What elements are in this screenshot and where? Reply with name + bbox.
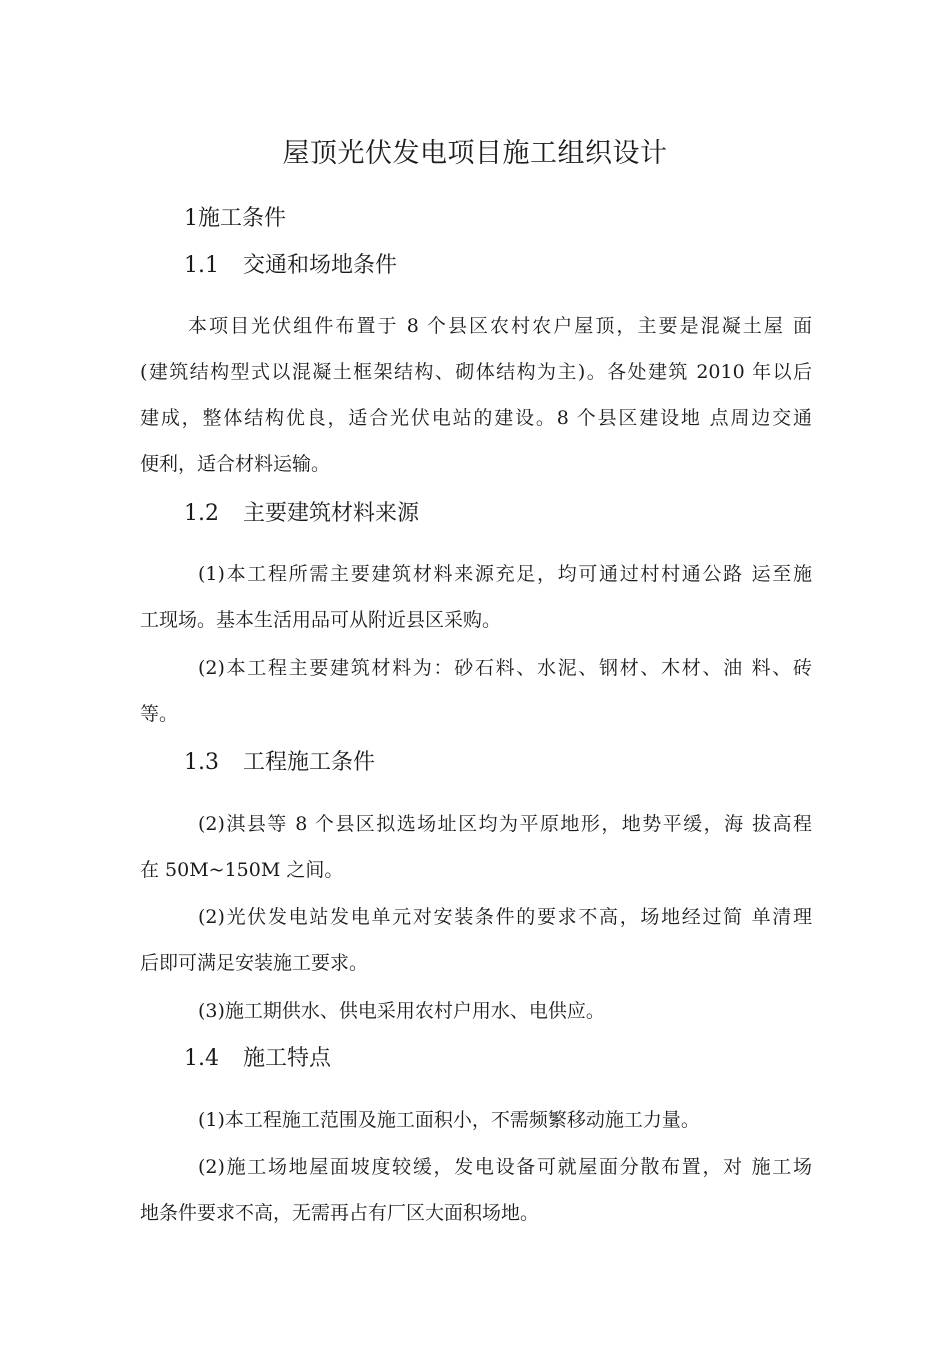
paragraph-line: (2)本工程主要建筑材料为：砂石料、水泥、钢材、木材、油 料、砖 — [198, 657, 812, 679]
paragraph-material-source-2 — [140, 645, 812, 737]
subsection-number: 1.1 — [184, 253, 219, 278]
subsection-number: 1.2 — [184, 501, 219, 526]
paragraph-construction-conditions-3 — [140, 988, 812, 1034]
paragraph-line: 在 50M~150M 之间。 — [140, 859, 344, 881]
paragraph-traffic-site — [140, 303, 812, 487]
paragraph-material-source-1 — [140, 551, 812, 643]
paragraph-line: (2)光伏发电站发电单元对安装条件的要求不高，场地经过简 单清理 — [198, 906, 812, 928]
paragraph-line: (1)本工程所需主要建筑材料来源充足，均可通过村村通公路 运至施 — [198, 563, 812, 585]
paragraph-construction-features-1 — [140, 1097, 812, 1143]
paragraph-line: 便利，适合材料运输。 — [140, 453, 331, 475]
subsection-heading-1-2 — [184, 499, 419, 529]
paragraph-line: 建成，整体结构优良，适合光伏电站的建设。8 个县区建设地 点周边交通 — [140, 407, 812, 429]
paragraph-line: 等。 — [140, 703, 179, 725]
subsection-heading-1-1 — [184, 251, 397, 281]
paragraph-line: 地条件要求不高，无需再占有厂区大面积场地。 — [140, 1202, 540, 1224]
paragraph-line: (3)施工期供水、供电采用农村户用水、电供应。 — [198, 1000, 605, 1022]
document-title: 屋顶光伏发电项目施工组织设计 — [282, 138, 668, 169]
paragraph-construction-conditions-2 — [140, 894, 812, 986]
paragraph-line: (1)本工程施工范围及施工面积小，不需频繁移动施工力量。 — [198, 1109, 700, 1131]
paragraph-line: 工现场。基本生活用品可从附近县区采购。 — [140, 609, 502, 631]
subsection-heading-1-4 — [184, 1044, 331, 1074]
paragraph-line: (2)施工场地屋面坡度较缓，发电设备可就屋面分散布置，对 施工场 — [198, 1156, 812, 1178]
paragraph-line: 后即可满足安装施工要求。 — [140, 952, 369, 974]
paragraph-line: (2)淇县等 8 个县区拟选场址区均为平原地形，地势平缓，海 拔高程 — [198, 813, 812, 835]
subsection-title: 交通和场地条件 — [243, 253, 398, 278]
paragraph-construction-conditions-1 — [140, 801, 812, 893]
subsection-number: 1.3 — [184, 750, 219, 775]
subsection-number: 1.4 — [184, 1046, 219, 1071]
section-heading-1: 1施工条件 — [184, 206, 286, 231]
paragraph-line: (建筑结构型式以混凝土框架结构、砌体结构为主)。各处建筑 2010 年以后 — [140, 361, 812, 383]
paragraph-line: 本项目光伏组件布置于 8 个县区农村农户屋顶，主要是混凝土屋 面 — [188, 315, 812, 337]
subsection-title: 工程施工条件 — [243, 750, 376, 775]
subsection-title: 施工特点 — [243, 1046, 332, 1071]
subsection-title: 主要建筑材料来源 — [243, 501, 420, 526]
subsection-heading-1-3 — [184, 748, 375, 778]
paragraph-construction-features-2 — [140, 1144, 812, 1236]
